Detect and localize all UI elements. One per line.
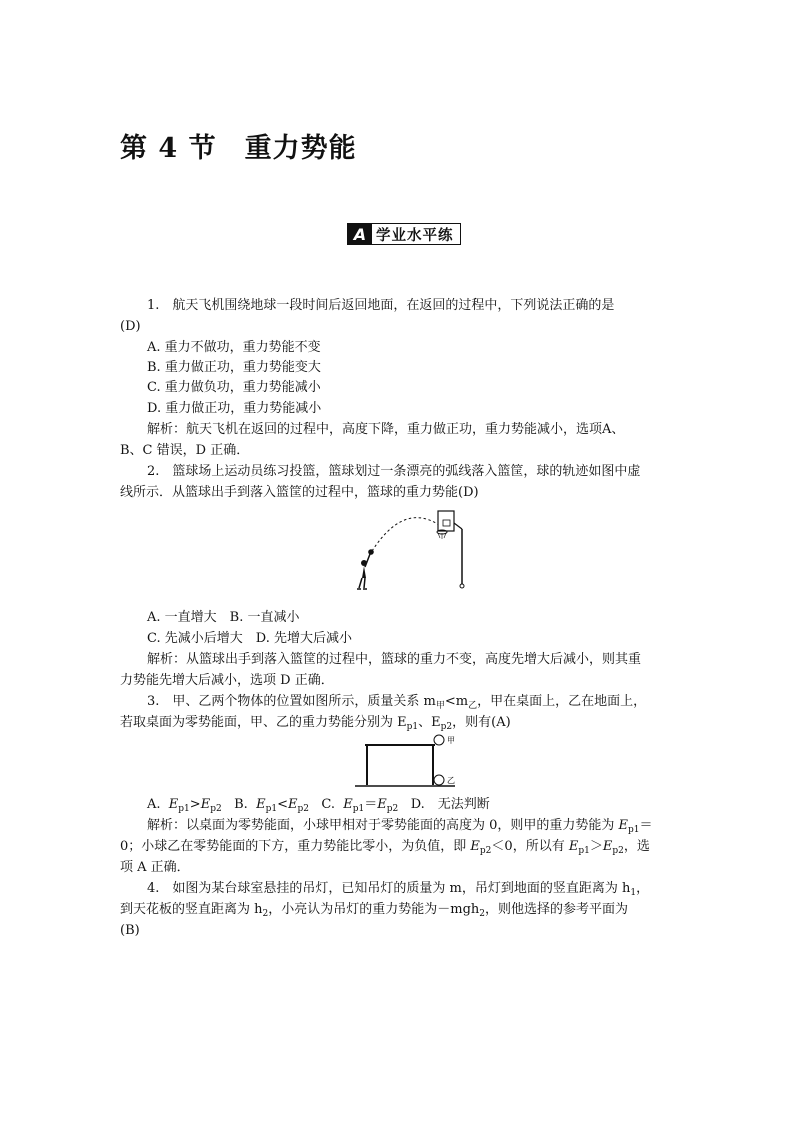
q2-analysis-line1: 解析：从篮球出手到落入篮筐的过程中，篮球的重力不变，高度先增大后减小，则其重 (147, 652, 642, 667)
section-badge (347, 223, 461, 245)
q3-stem-line1: 3. 甲、乙两个物体的位置如图所示，质量关系 $m_甲<m_乙$，甲在桌面上，乙在地面上， (147, 694, 647, 711)
q1-option-b: B. 重力做正功，重力势能变大 (147, 360, 321, 375)
badge-letter: A (348, 224, 372, 244)
q1-option-d: D. 重力做正功，重力势能减小 (147, 401, 322, 416)
q3-analysis-line2: 0；小球乙在零势能面的下方，重力势能比零小，为负值，即 $E_{p2}<0$，所以有 $E_{p1}>E_{p2}$，选 (120, 839, 650, 856)
q2-options-line2: C. 先减小后增大 D. 先增大后减小 (147, 631, 352, 646)
q2-stem-line1: 2. 篮球场上运动员练习投篮，篮球划过一条漂亮的弧线落入篮筐，球的轨迹如图中虚 (147, 464, 641, 479)
q1-analysis-line1: 解析：航天飞机在返回的过程中，高度下降，重力做正功，重力势能减小，选项A、 (147, 422, 625, 437)
q4-stem-line1: 4. 如图为某台球室悬挂的吊灯，已知吊灯的质量为 m，吊灯到地面的竖直距离为 $h_1$， (147, 881, 650, 898)
q3-stem-line2: 若取桌面为零势能面，甲、乙的重力势能分别为 $E_{p1}$、$E_{p2}$，则有(A) (120, 715, 511, 732)
q1-stem-line2: (D) (120, 319, 141, 334)
q1-option-a: A. 重力不做功，重力势能不变 (147, 340, 321, 355)
q1-analysis-line2: B、C 错误，D 正确． (120, 443, 250, 458)
label-jia: 甲 (447, 736, 455, 745)
label-yi: 乙 (447, 776, 455, 785)
q2-stem-line2: 线所示．从篮球出手到落入篮筐的过程中，篮球的重力势能(D) (120, 485, 479, 500)
q4-stem-line3: (B) (120, 923, 140, 938)
badge-text: 学业水平练 (376, 227, 454, 244)
q1-stem-line1: 1. 航天飞机围绕地球一段时间后返回地面，在返回的过程中，下列说法正确的是 (147, 298, 615, 313)
q1-option-c: C. 重力做负功，重力势能减小 (147, 380, 321, 395)
basketball-figure (350, 505, 480, 600)
q3-analysis-line3: 项 A 正确． (120, 860, 190, 875)
q2-analysis-line2: 力势能先增大后减小，选项 D 正确． (120, 673, 334, 688)
q4-stem-line2: 到天花板的竖直距离为 $h_2$，小亮认为吊灯的重力势能为－mgh$_2$，则他选择的参考平面为 (120, 902, 629, 919)
page-title: 第 4 节 重力势能 (120, 133, 357, 164)
q2-options-line1: A. 一直增大 B. 一直减小 (147, 610, 300, 625)
q3-analysis-line1: 解析：以桌面为零势能面，小球甲相对于零势能面的高度为 0，则甲的重力势能为 $E_{p1}=$ (147, 818, 653, 835)
table-figure (355, 733, 465, 788)
q3-options: A. $E_{p1}>E_{p2}$ B. $E_{p1}<E_{p2}$ C. $E_{p1}=E_{p2}$ D. 无法判断 (147, 797, 490, 814)
